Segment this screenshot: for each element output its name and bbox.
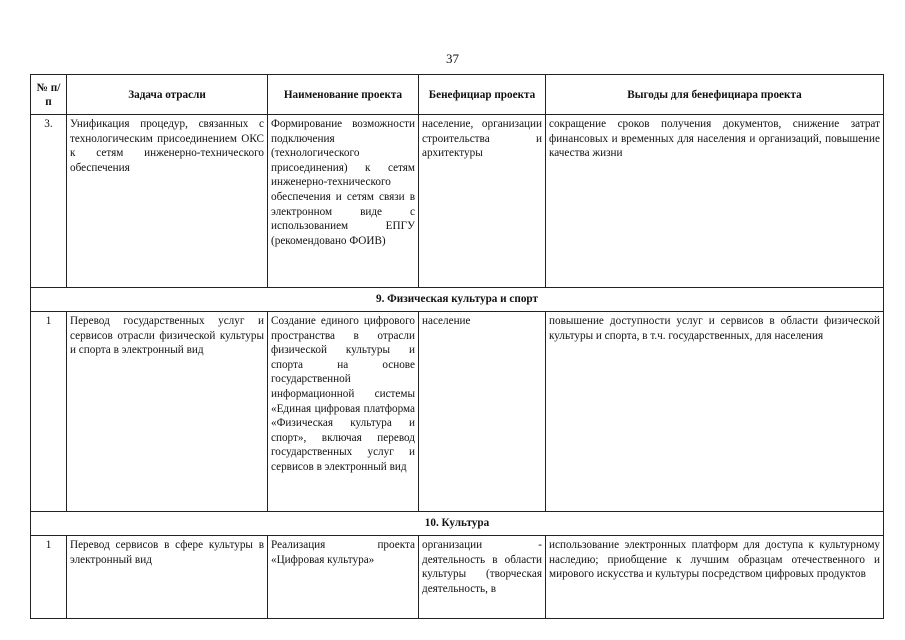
header-project: Наименование проекта [268,75,419,115]
benefits-cell: повышение доступности услуг и сервисов в области физической культуры и спорта, в т.ч. государственных, для населения [546,312,884,512]
page-number: 37 [446,51,459,66]
row-number: 1 [31,312,67,512]
benefits-cell: использование электронных платформ для доступа к культурному наследию; приобщение к лучшим образцам отечественного и мирового искусства и культуры посредством цифровых продуктов [546,536,884,619]
table-row [31,115,884,288]
beneficiary-cell: население [419,312,546,512]
task-cell: Перевод государственных услуг и сервисов отрасли физической культуры и спорта в электронный вид [67,312,268,512]
section-title-sport: 9. Физическая культура и спорт [31,288,884,312]
project-cell: Реализация проекта «Цифровая культура» [268,536,419,619]
table-row [31,536,884,619]
projects-table [30,74,884,619]
benefits-cell: сокращение сроков получения документов, снижение затрат финансовых и временных для населения и организаций, повышение качества жизни [546,115,884,288]
header-task: Задача отрасли [67,75,268,115]
table-row [31,312,884,512]
section-row [31,288,884,312]
project-cell: Создание единого цифрового пространства в отрасли физической культуры и спорта на основе государственной информационной системы «Единая цифровая платформа «Физическая культура и спорт», включая перевод государственных услуг и сервисов в электронный вид [268,312,419,512]
task-cell: Перевод сервисов в сфере культуры в электронный вид [67,536,268,619]
header-benefits: Выгоды для бенефициара проекта [546,75,884,115]
beneficiary-cell: население, организации строительства и архитектуры [419,115,546,288]
task-cell: Унификация процедур, связанных с технологическим присоединением ОКС к сетям инженерно-технического обеспечения [67,115,268,288]
section-title-culture: 10. Культура [31,512,884,536]
header-beneficiary: Бенефициар проекта [419,75,546,115]
row-number: 1 [31,536,67,619]
header-num: № п/п [31,75,67,115]
beneficiary-cell: организации - деятельность в области культуры (творческая деятельность, в [419,536,546,619]
section-row [31,512,884,536]
table-header-row [31,75,884,115]
project-cell: Формирование возможности подключения (технологического присоединения) к сетям инженерно-технического обеспечения и сетям связи в электронном виде с использованием ЕПГУ (рекомендовано ФОИВ) [268,115,419,288]
row-number: 3. [31,115,67,288]
